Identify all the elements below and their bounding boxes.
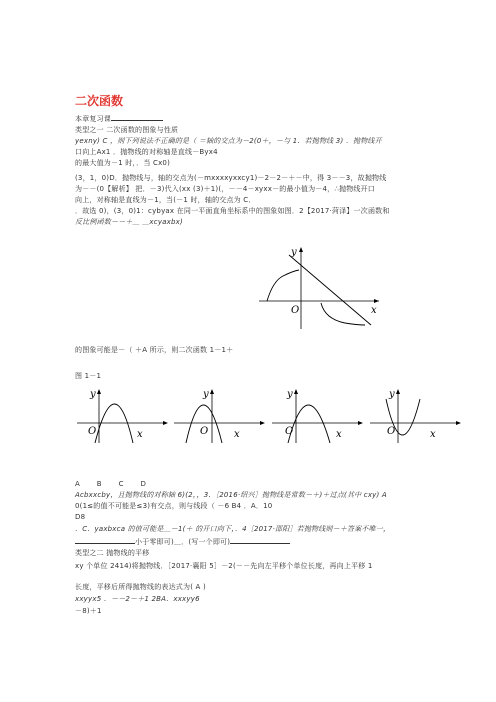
function-graph-main: [253, 241, 383, 331]
text-line: 为－－(0【解析】 把．－3)代入(xx (3)＋1)(，－－4－xyxx－的最小值为－4，∴抛物线开口: [75, 185, 375, 193]
text-line: 小于零即可)＿．(写一个即可): [75, 537, 290, 547]
x-axis-label: x: [234, 429, 240, 440]
option-graph-b: [172, 385, 267, 445]
origin-label: O: [285, 426, 294, 437]
y-axis-arrow-icon: [210, 389, 214, 394]
y-axis-arrow-icon: [299, 247, 303, 252]
section-heading-1: 类型之一 二次函数的图象与性质: [75, 126, 179, 134]
origin-label: O: [200, 426, 209, 437]
section-label: 本章复习课: [75, 114, 163, 124]
x-axis-arrow-icon: [456, 421, 461, 425]
section-heading-2: 类型之二 抛物线的平移: [75, 549, 150, 557]
underline-blank: [75, 537, 135, 544]
y-axis-label: y: [90, 389, 96, 400]
x-axis-arrow-icon: [374, 299, 379, 303]
y-axis-label: y: [203, 389, 209, 400]
text-line: 0(1≤的值不可能是≤3)有交点，则与线段（ －6 B4 ．A．10: [75, 502, 273, 510]
text-line: Acbxxcby，且抛物线的对称轴 6)(2，，3．［2016·绍兴］抛物线是常数－＋)＋过点(其中 cxy) A: [75, 491, 387, 499]
text-line: 反比例函数－－＋＿ ＿xcyaxbx): [75, 218, 183, 226]
x-axis-arrow-icon: [163, 421, 168, 425]
text-line: xxyyx5 ．－－2－＋1 2BA．xxxyy6: [75, 595, 200, 603]
y-axis-arrow-icon: [294, 389, 298, 394]
y-axis-arrow-icon: [97, 389, 101, 394]
option-letters: A B C D: [75, 480, 147, 488]
x-axis-label: x: [371, 305, 377, 316]
y-axis-label: y: [287, 389, 293, 400]
text-line: 口向上Ax1 ．抛物线的对称轴是直线－Byx4: [75, 148, 218, 156]
text-line: ．C．yaxbxca 的值可能是＿－1(＋ 的开口向下，．4［2017·邵阳］若抛物线则－＋答案不唯一，: [75, 525, 391, 533]
option-graph-c: [270, 385, 365, 445]
y-axis-arrow-icon: [396, 389, 400, 394]
text-line: 的图象可能是－（ ＋A 所示，则二次函数 1－1＋: [75, 346, 234, 354]
text-line: 向上，对称轴是直线为－1，当(－1 时，轴的交点为 C．: [75, 196, 256, 204]
text-line: xy 个单位 2414)将抛物线．［2017·襄阳 5］－2(－－先向左平移个单位长度，再向上平移 1: [75, 562, 373, 570]
text-line: yexny) C ，则下列说法不正确的是（ ＝轴的交点为－2(0＋，－与 1．若抛物线 3) ．抛物线开: [75, 137, 382, 145]
y-axis-label: y: [291, 247, 297, 258]
text-line: －8)＋1: [75, 607, 102, 615]
text-line: (3，1，0)D．抛物线与，轴的交点为(－mxxxxyxxcy1)－2－2－＋－中，得 3－－3，故抛物线: [75, 174, 387, 182]
x-axis-arrow-icon: [358, 421, 363, 425]
y-axis-label: y: [389, 389, 395, 400]
x-axis-arrow-icon: [260, 421, 265, 425]
parabola-curve: [288, 405, 330, 443]
x-axis-label: x: [137, 429, 143, 440]
underline-blank: [230, 537, 290, 544]
text-line: 的最大值为－1 时，．当 Cx0): [75, 159, 171, 167]
option-graph-d: [368, 385, 463, 445]
page-title: 二次函数: [75, 94, 124, 108]
x-axis-label: x: [336, 429, 342, 440]
option-graph-a: [75, 385, 170, 445]
origin-label: O: [387, 426, 396, 437]
origin-label: O: [88, 426, 97, 437]
parabola-curve: [186, 405, 222, 443]
figure-caption: 图 1－1: [75, 372, 102, 380]
text-line: 长度，平移后所得抛物线的表达式为( A ): [75, 583, 206, 591]
text-line: ．故选 0)，(3，0)1：cybyax 在同一平面直角坐标系中的图象如图．2【2017·菏泽】一次函数和: [75, 207, 390, 215]
hyperbola-branch-left: [267, 270, 299, 301]
origin-label: O: [291, 305, 300, 316]
x-axis-label: x: [430, 429, 436, 440]
parabola-curve: [95, 404, 133, 443]
underline-blank: [111, 114, 163, 121]
text-line: D8: [75, 513, 86, 521]
